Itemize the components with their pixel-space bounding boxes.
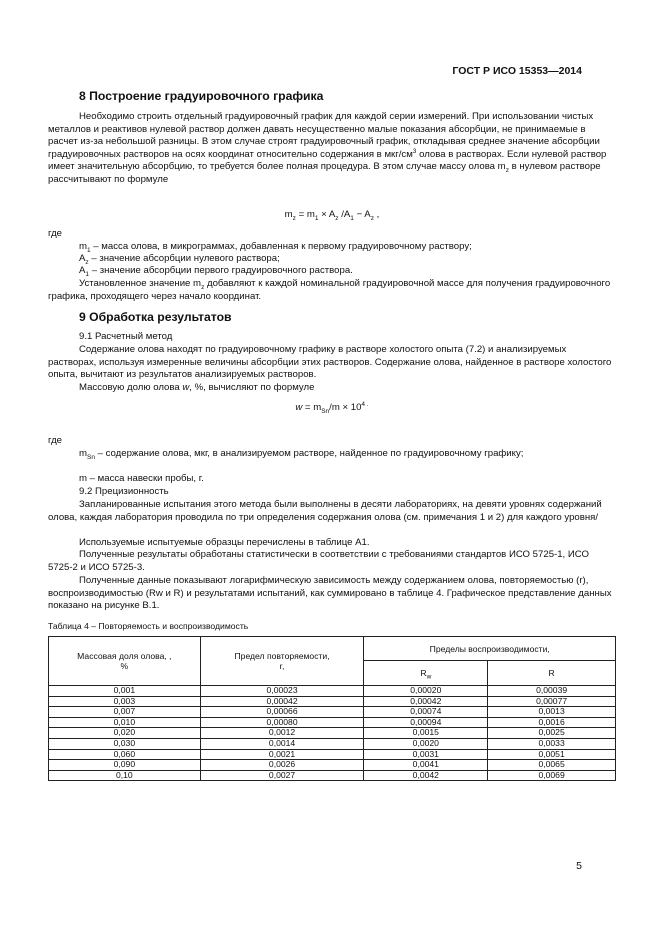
table-row [49,707,616,718]
subscript: z [505,167,509,175]
precision-table [48,636,616,781]
table-row [49,728,616,739]
table-cell: 0,00023 [200,686,364,697]
section-9-paragraph-5: Полученные результаты обработаны статистически в соответствии с требованиями стандартов ИСО 5725-1, ИСО 5725-2 и ИСО 5725-3. [48,549,589,573]
section-9-paragraph-2 [79,382,314,395]
para-text: , %, вычисляют по формуле [189,382,315,393]
table-cell: 0,0020 [364,738,488,749]
para-text: m [79,448,87,459]
table-cell: 0,00042 [200,696,364,707]
subscript: w [426,673,432,681]
table-cell: 0,0015 [364,728,488,739]
table-cell: 0,0021 [200,749,364,760]
superscript: 4 . [361,400,369,408]
table-cell: 0,003 [49,696,201,707]
para-text: Необходимо строить отдельный градуировочный график для каждой серии измерений. При использовании чистых металлов и реактивов нулевой раствор должен давать несущественно малые показания абсорбции, не принимаемые в расчет из-за небольшой разницы. В этом случае строят градуировочный график, откладывая среднее значение абсорбции градуировочных растворов на осях координат относительно содержания в мкг/см [48,111,600,160]
table-cell: 0,00039 [488,686,616,697]
header-rw [364,661,488,686]
table-cell: 0,0026 [200,760,364,771]
table-row [49,696,616,707]
section-8-paragraph-1 [48,111,616,187]
page-number: 5 [576,860,582,872]
table-row [49,738,616,749]
table-cell: 0,060 [49,749,201,760]
subsection-9-1: 9.1 Расчетный метод [79,331,173,342]
table-cell: 0,0014 [200,738,364,749]
section-9-paragraph-6: Полученные данные показывают логарифмическую зависимость между содержанием олова, повторяемостью (r), воспроизводимостью (Rw и R) и результатами испытаний, как суммировано в таблице 4. Графическое представление данных показано на рисунке В.1. [48,575,612,612]
formula-mz: $m_z = m_1 \times A_z$ $/A_1 - A_z$ , [284,209,380,222]
table-caption: Таблица 4 – Повторяемость и воспроизводимость [48,621,249,631]
header-reproducibility: Пределы воспроизводимости, [364,637,616,661]
para-text: Установленное значение m [79,278,202,289]
definition-msn [48,448,616,461]
subsection-9-2: 9.2 Прецизионность [79,486,169,497]
table-cell: 0,020 [49,728,201,739]
table-cell: 0,0027 [200,770,364,781]
where-label: где [48,228,63,239]
para-text: – содержание олова, мкг, в анализируемом растворе, найденное по градуировочному графику; [94,448,524,459]
table-cell: 0,0042 [364,770,488,781]
definition-m1: $m_1$ – масса олова, в микрограммах, добавленная к первому градуировочному раствору; [79,241,472,254]
table-cell: 0,0031 [364,749,488,760]
variable-w: w [182,382,190,393]
table-cell: 0,0016 [488,717,616,728]
table-cell: 0,10 [49,770,201,781]
table-cell: 0,0041 [364,760,488,771]
table-row [49,686,616,697]
table-body [49,686,616,781]
section-9-paragraph-3: Запланированные испытания этого метода были выполнены в десяти лабораториях, на девяти уровнях содержаний олова, каждая лаборатория проводила по три определения содержания олова (см. примечания 1 и 2) для каждого уровня/ [48,499,602,523]
subscript: Sn [321,407,330,415]
section-8-paragraph-2 [48,278,616,303]
para-text: добавляют к каждой номинальной градуировочной массе для получения градуировочного графика, проходящего через начало координат. [48,278,611,302]
table-row [49,770,616,781]
section-8-title: 8 Построение градуировочного графика [79,89,324,103]
table-cell: 0,00080 [200,717,364,728]
section-9-paragraph-1: Содержание олова находят по градуировочному графику в растворе холостого опыта (7.2) и анализируемых растворах, используя измеренные величины абсорбции этих растворов. Содержание олова, найденное в растворе холостого опыта, вычитают из результатов анализируемых растворов. [48,344,612,381]
table-cell: 0,0051 [488,749,616,760]
table-cell: 0,0013 [488,707,616,718]
table-cell: 0,00066 [200,707,364,718]
table-row [49,749,616,760]
formula-text: /m × 10 [329,402,362,413]
subscript: Sn [87,453,95,461]
table-cell: 0,00074 [364,707,488,718]
table-cell: 0,090 [49,760,201,771]
header-mass-fraction: Массовая доля олова, , % [49,637,201,686]
formula-w [48,402,616,413]
document-header: ГОСТ Р ИСО 15353—2014 [452,65,582,77]
table-row [49,717,616,728]
table-cell: 0,0033 [488,738,616,749]
header-rw-label: R [420,668,427,678]
table-cell: 0,0012 [200,728,364,739]
table-cell: 0,030 [49,738,201,749]
para-text: олова в растворах. Если нулевой раствор имеет значительную абсорбцию, то требуется более полная процедура. В этом случае массу олова m [48,148,607,173]
formula-text: = m [302,402,322,413]
definition-a1: $A_1$ – значение абсорбции первого градуировочного раствора. [79,265,353,278]
section-9-title: 9 Обработка результатов [79,310,232,324]
table-cell: 0,00077 [488,696,616,707]
table-cell: 0,00042 [364,696,488,707]
table-cell: 0,010 [49,717,201,728]
table-cell: 0,00094 [364,717,488,728]
para-text: в нулевом растворе рассчитывают по формуле [48,161,601,185]
where-label-2: где [48,435,63,446]
header-repeatability: Предел повторяемости, r, [200,637,364,686]
section-9-paragraph-4: Используемые испытуемые образцы перечислены в таблице А1. [79,537,370,548]
para-text: Массовую долю олова [79,382,183,393]
table-cell: 0,00020 [364,686,488,697]
table-row [49,760,616,771]
table-cell: 0,007 [49,707,201,718]
variable-w: w [295,402,303,413]
table-cell: 0,0069 [488,770,616,781]
subscript: z [201,283,205,291]
table-cell: 0,0025 [488,728,616,739]
header-r: R [488,661,616,686]
definition-m: m – масса навески пробы, г. [79,473,204,484]
table-cell: 0,001 [49,686,201,697]
table-cell: 0,0065 [488,760,616,771]
superscript: 3 [412,147,417,155]
definition-az: $A_z$ – значение абсорбции нулевого раствора; [79,253,280,266]
